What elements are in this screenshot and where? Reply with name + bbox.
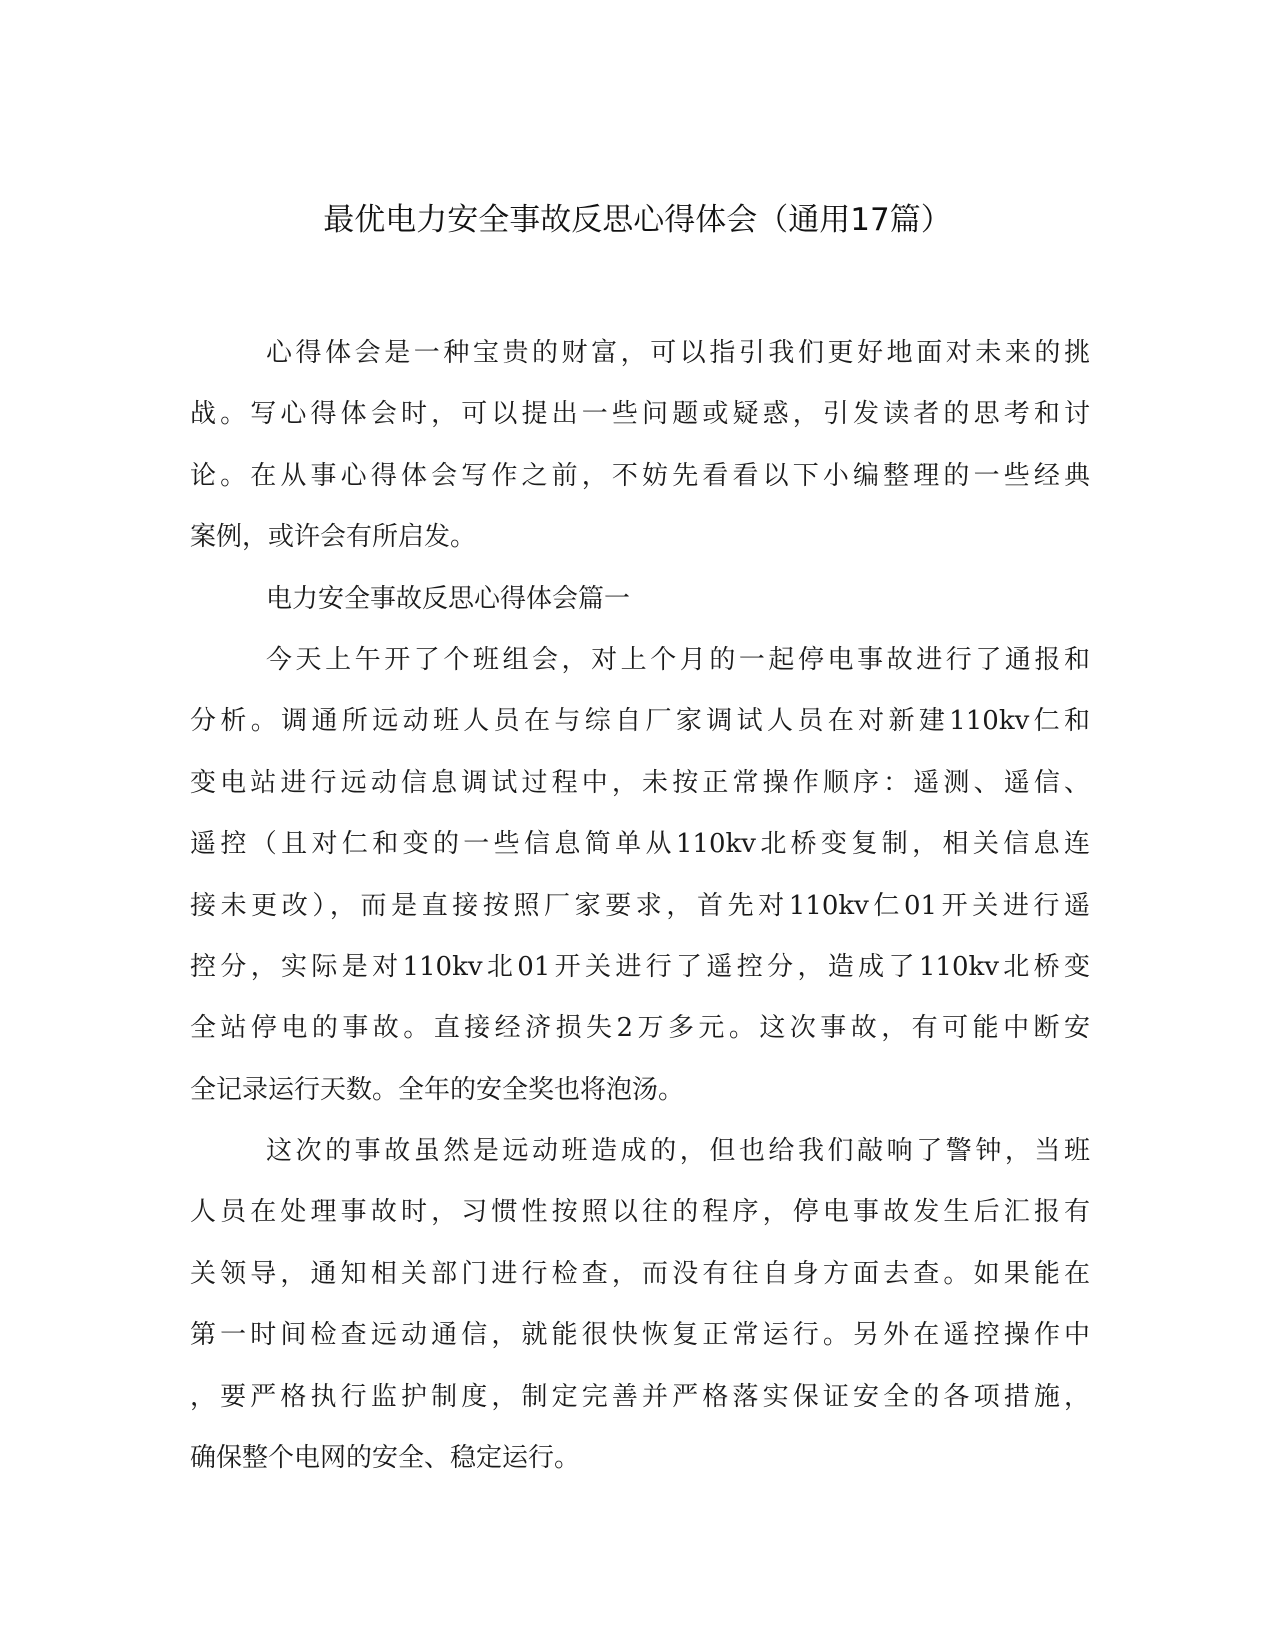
text-line: 第一时间检查远动通信，就能很快恢复正常运行。另外在遥控操作中 <box>190 1320 1090 1351</box>
text-line: 遥控（且对仁和变的一些信息简单从110kv北桥变复制，相关信息连 <box>190 829 1090 860</box>
text-line: 关领导，通知相关部门进行检查，而没有往自身方面去查。如果能在 <box>190 1258 1090 1289</box>
page-title: 最优电力安全事故反思心得体会（通用17篇） <box>323 202 952 238</box>
text-line: 全站停电的事故。直接经济损失2万多元。这次事故，有可能中断安 <box>190 1013 1090 1044</box>
text-line: 这次的事故虽然是远动班造成的，但也给我们敲响了警钟，当班 <box>266 1136 1090 1167</box>
text-line: 论。在从事心得体会写作之前，不妨先看看以下小编整理的一些经典 <box>190 460 1090 491</box>
text-line: 变电站进行远动信息调试过程中，未按正常操作顺序：遥测、遥信、 <box>190 767 1090 798</box>
text-line: 全记录运行天数。全年的安全奖也将泡汤。 <box>190 1074 685 1105</box>
text-line: 控分，实际是对110kv北01开关进行了遥控分，造成了110kv北桥变 <box>190 951 1090 982</box>
text-line: 战。写心得体会时，可以提出一些问题或疑惑，引发读者的思考和讨 <box>190 399 1090 430</box>
text-line: 人员在处理事故时，习惯性按照以往的程序，停电事故发生后汇报有 <box>190 1197 1090 1228</box>
section-heading: 电力安全事故反思心得体会篇一 <box>266 583 631 614</box>
text-line: 心得体会是一种宝贵的财富，可以指引我们更好地面对未来的挑 <box>266 338 1090 368</box>
text-line: ，要严格执行监护制度，制定完善并严格落实保证安全的各项措施， <box>190 1381 1090 1412</box>
text-line: 今天上午开了个班组会，对上个月的一起停电事故进行了通报和 <box>266 644 1090 675</box>
text-line: 案例，或许会有所启发。 <box>190 522 477 553</box>
document-body <box>190 335 1090 1501</box>
text-line: 确保整个电网的安全、稳定运行。 <box>190 1443 581 1474</box>
text-line: 接未更改），而是直接按照厂家要求，首先对110kv仁01开关进行遥 <box>190 890 1090 921</box>
text-line: 分析。调通所远动班人员在与综自厂家调试人员在对新建110kv仁和 <box>190 706 1090 737</box>
